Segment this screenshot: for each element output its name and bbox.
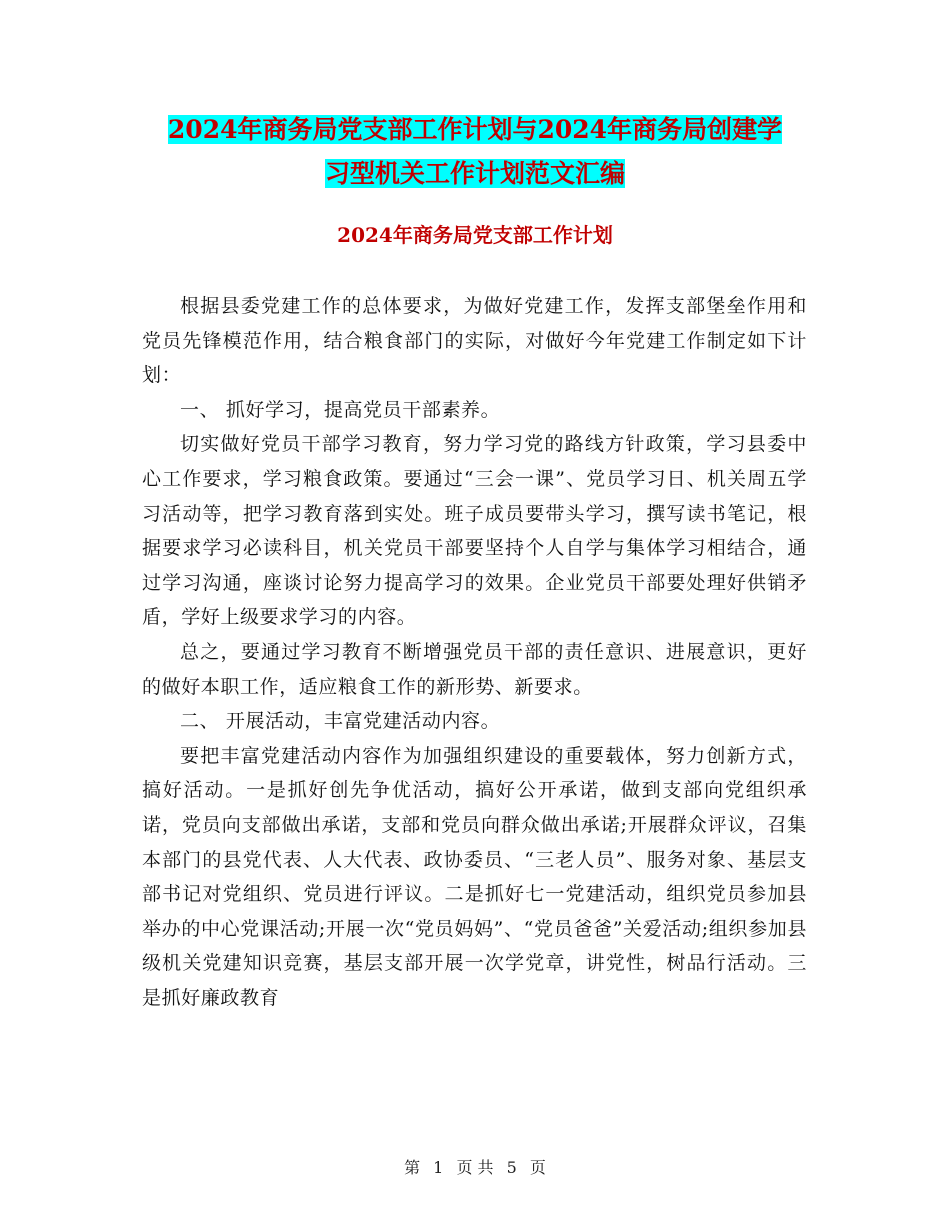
paragraph: 要把丰富党建活动内容作为加强组织建设的重要载体，努力创新方式，搞好活动。一是抓好创先争优活动，搞好公开承诺，做到支部向党组织承诺，党员向支部做出承诺，支部和党员向群众做出承诺;开展群众评议，召集本部门的县党代表、人大代表、政协委员、“三老人员”、服务对象、基层支部书记对党组织、党员进行评议。二是抓好七一党建活动，组织党员参加县举办的中心党课活动;开展一次“党员妈妈”、“党员爸爸”关爱活动;组织参加县级机关党建知识竞赛，基层支部开展一次学党章，讲党性，树品行活动。三是抓好廉政教育: [142, 744, 807, 1009]
page-suffix: 页: [529, 1158, 546, 1177]
paragraph: 切实做好党员干部学习教育，努力学习党的路线方针政策，学习县委中心工作要求，学习粮食政策。要通过“三会一课”、党员学习日、机关周五学习活动等，把学习教育落到实处。班子成员要带头学习，撰写读书笔记，根据要求学习必读科目，机关党员干部要坚持个人自学与集体学习相结合，通过学习沟通，座谈讨论努力提高学习的效果。企业党员干部要处理好供销矛盾，学好上级要求学习的内容。: [142, 433, 807, 629]
page-mid: 页 共: [456, 1158, 494, 1177]
document-title-line2: 习型机关工作计划范文汇编: [324, 159, 625, 188]
document-body: [142, 289, 807, 1015]
paragraph: 二、 开展活动，丰富党建活动内容。: [180, 710, 501, 733]
section-title: 2024年商务局党支部工作计划: [337, 223, 613, 247]
paragraph: 根据县委党建工作的总体要求，为做好党建工作，发挥支部堡垒作用和党员先锋模范作用，结合粮食部门的实际，对做好今年党建工作制定如下计划：: [142, 295, 807, 387]
document-title: [0, 108, 950, 196]
document-title-line1: 2024年商务局党支部工作计划与2024年商务局创建学: [167, 115, 783, 144]
page-total: 5: [506, 1158, 517, 1177]
page-current: 1: [433, 1158, 444, 1177]
page-footer: [0, 1155, 950, 1178]
paragraph: 一、 抓好学习，提高党员干部素养。: [180, 398, 501, 421]
page-prefix: 第: [404, 1158, 421, 1177]
paragraph: 总之，要通过学习教育不断增强党员干部的责任意识、进展意识，更好的做好本职工作，适应粮食工作的新形势、新要求。: [142, 640, 807, 698]
